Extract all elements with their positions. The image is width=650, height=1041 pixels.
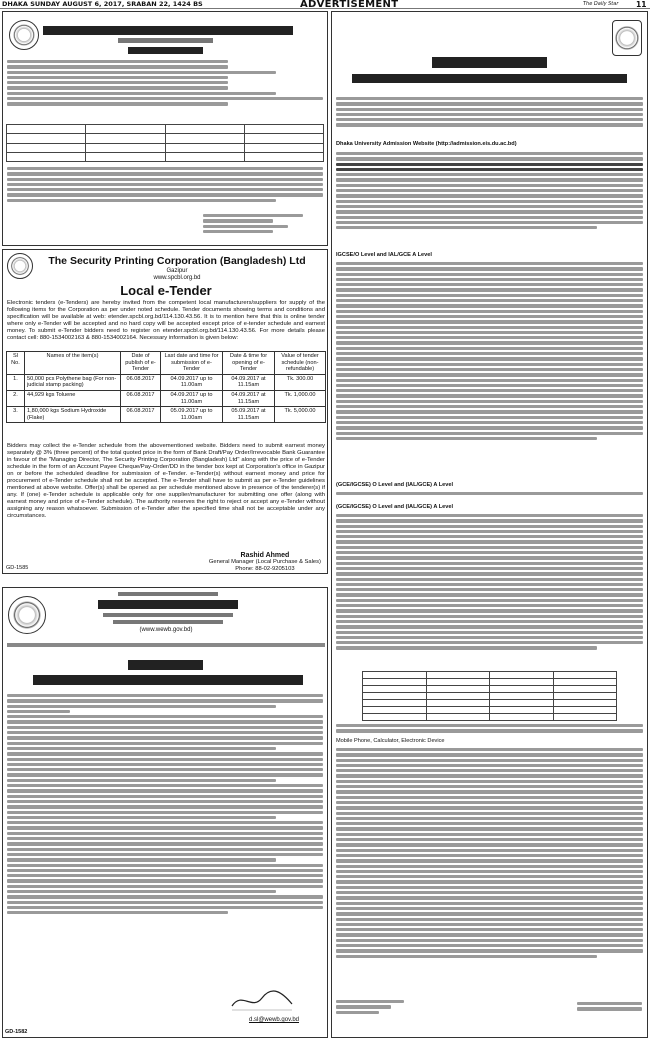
cell-publish: 06.08.2017 (121, 390, 161, 406)
page-number: 11 (636, 0, 647, 9)
signature-icon (227, 986, 297, 1014)
ad-text-block (332, 514, 647, 652)
ad-code: GD-1582 (5, 1029, 28, 1035)
ad-subheading-placeholder (118, 38, 213, 43)
table-row (7, 390, 326, 406)
cell-value: Tk. 300.00 (275, 374, 326, 390)
table-row (7, 374, 326, 390)
tender-title: Local e-Tender (120, 283, 212, 298)
cell-item: 50,000 pcs Polythene bag (For non-judicial stamp packing) (25, 374, 121, 390)
cell-publish: 06.08.2017 (121, 374, 161, 390)
cell-sl: 3. (7, 407, 25, 423)
devices-line: Mobile Phone, Calculator, Electronic Device (336, 738, 445, 744)
ad-wewb (2, 587, 328, 1038)
col-publish: Date of publish of e-Tender (121, 352, 161, 375)
ad-heading-placeholder (432, 57, 547, 68)
cell-open: 04.09.2017 at 11.15am (223, 390, 275, 406)
ad-heading-placeholder (43, 26, 293, 35)
ad-text-block (332, 152, 647, 231)
ad-text-block (3, 167, 327, 204)
wewb-email: d.sl@wewb.gov.bd (248, 1017, 299, 1023)
eligibility-line: IGCSE/O Level and IAL/GCE A Level (336, 252, 432, 258)
tender-body: Bidders may collect the e-Tender schedule from the abovementioned website. Bidders need to submit earnest money separately @ 3% (three percent) of the total quoted price in the form of Bank Draft/Pay Order/Irrevocable Bank Guarantee in favour of the "Managing Director, The Security Printing Corporation (Bangladesh) Ltd" along with the price of e-Tender schedule in the form of an Account Payee Cheque/Pay-Order/DD in the tender box kept at Corporation's office in Gazipur on or before the scheduled deadline for submission of e-Tender. e-Tender(s) without earnest money and price for procurement of e-Tender schedule shall not be accepted. The e-Tender shall have to submit as per e-Tender guidelines mentioned at above website. Offer(s) shall be opened as per schedule mentioned above in presence of the tenderer(s) if any. If (one) e-Tender schedule is applicable only for one supplier/manufacturer for submitting one offer (along with earnest money and price of e-Tender schedule). The authority reserves the right to reject or accept any e-Tender without assigning any reason whatsoever. Submission of e-Tender after the specified time shall not be acceptable under any circumstances. (7, 443, 325, 519)
col-sl: Sl No. (7, 352, 25, 375)
cell-last: 05.09.2017 up to 11.00am (161, 407, 223, 423)
ad-dhaka-university (331, 11, 648, 1038)
dateline: DHAKA SUNDAY AUGUST 6, 2017, SRABAN 22, 1424 BS (2, 0, 203, 8)
org-website: www.spcbl.org.bd (153, 275, 201, 281)
cell-publish: 06.08.2017 (121, 407, 161, 423)
signer-title: General Manager (Local Purchase & Sales) (208, 559, 321, 565)
cell-value: Tk. 5,000.00 (275, 407, 326, 423)
tender-intro: Electronic tenders (e-Tenders) are hereby invited from the competent local manufacturers/suppliers for supply of the following items for the Corporation as per under noted schedule. Tender documents showing terms and conditions and specification will be available at web: etender.spcbl.org.bd/114.130.43.56. It is to mention here that this is online tender where only e-Tender will be accepted and no hard copy will be accepted except price of e-tender schedule and earnest money. To submit e-Tender bidders need to register on etender.spcbl.org.bd/114.130.43.56. For more details please contact cell: 880-1534002163 & 880-1534002164. Necessary information is given below: (7, 300, 325, 341)
signature-block (209, 552, 321, 573)
ad-text-block (332, 262, 647, 442)
ad-line-placeholder (103, 613, 233, 617)
cell-sl: 2. (7, 390, 25, 406)
ad-text-block (3, 694, 327, 916)
cell-last: 04.09.2017 up to 11.00am (161, 390, 223, 406)
paper-name: The Daily Star (583, 1, 619, 7)
university-seal-icon (9, 20, 39, 50)
cell-open: 04.09.2017 at 11.15am (223, 374, 275, 390)
ad-e-tender (2, 249, 328, 574)
eligibility-line: (GCE/IGCSE) O Level and (IAL/GCE) A Level (336, 504, 454, 510)
signer-name: Rashid Ahmed (240, 552, 290, 559)
exam-schedule-table (362, 671, 617, 721)
ad-code: GD-1585 (6, 565, 29, 571)
notice-title-placeholder (128, 660, 203, 670)
org-name: The Security Printing Corporation (Bangladesh) Ltd (48, 255, 306, 267)
cell-item: 1,80,000 kgs Sodium Hydroxide (Flake) (25, 407, 121, 423)
cell-value: Tk. 1,000.00 (275, 390, 326, 406)
ad-table (6, 124, 324, 162)
cell-last: 04.09.2017 up to 11.00am (161, 374, 223, 390)
col-last: Last date and time for submission of e-Tender (161, 352, 223, 375)
tender-table (6, 351, 326, 423)
ad-line-placeholder (118, 592, 218, 596)
section-title: ADVERTISEMENT (300, 0, 399, 10)
ad-notice-title-placeholder (128, 47, 203, 54)
ad-text-block (332, 492, 647, 497)
ad-line-placeholder (113, 620, 223, 624)
wewb-website: (www.wewb.gov.bd) (139, 627, 193, 633)
cell-open: 05.09.2017 at 11.15am (223, 407, 275, 423)
col-open: Date & time for opening of e-Tender (223, 352, 275, 375)
ad-text-block (3, 60, 327, 108)
page-header (0, 0, 650, 9)
org-location: Gazipur (166, 268, 188, 274)
signer-phone: Phone: 88-02-9205103 (235, 566, 295, 572)
ad-text-block (332, 748, 647, 960)
notice-subtitle-placeholder (33, 675, 303, 685)
ad-text-block (332, 97, 647, 129)
col-value: Value of tender schedule (non-refundable) (275, 352, 326, 375)
cell-sl: 1. (7, 374, 25, 390)
memo-line-placeholder (7, 643, 325, 647)
eligibility-line: (GCE/IGCSE) O Level and (IAL/GCE) A Level (336, 482, 454, 488)
table-row (7, 407, 326, 423)
ad-subheading-placeholder (352, 74, 627, 83)
ad-text-block (332, 724, 647, 735)
admission-website: Dhaka University Admission Website (http://admission.eis.du.ac.bd) (336, 141, 517, 147)
cell-item: 44,929 kgs Toluene (25, 390, 121, 406)
ad-heading-placeholder (98, 600, 238, 609)
ad-signature-block (203, 214, 303, 235)
ad-sust (2, 11, 328, 246)
col-item: Names of the item(s) (25, 352, 121, 375)
university-crest-icon (612, 20, 642, 56)
ad-signature-block (577, 1002, 642, 1013)
